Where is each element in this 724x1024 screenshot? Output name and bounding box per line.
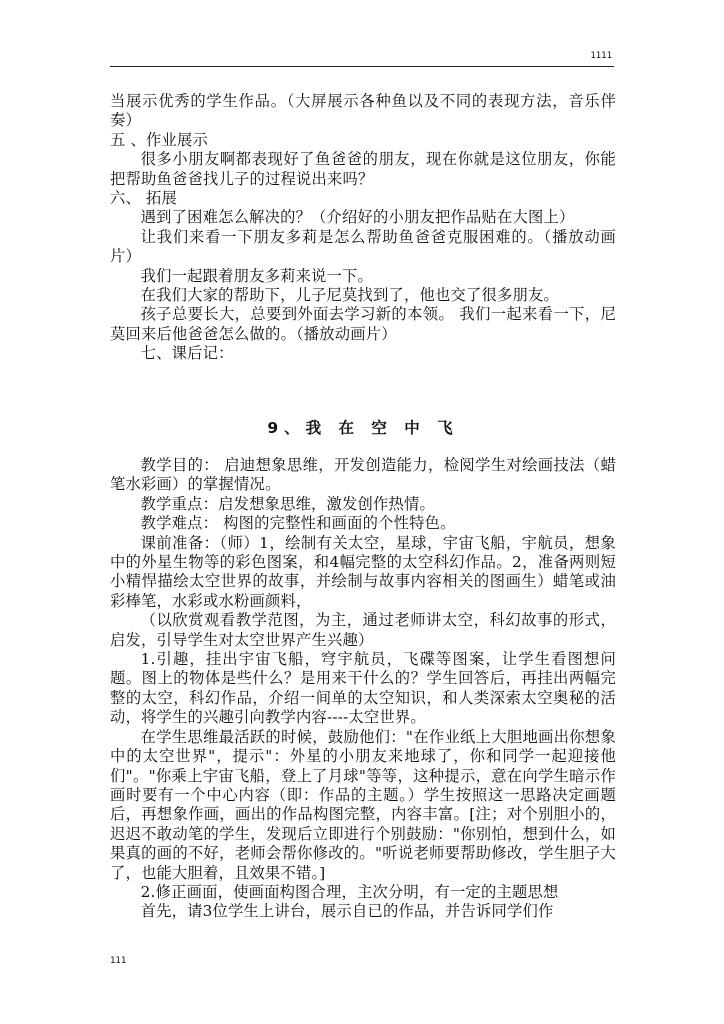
paragraph: （以欣赏观看教学范图，为主，通过老师讲太空，科幻故事的形式，启发，引导学生对太空世界产生兴趣） (110, 611, 616, 649)
heading-five: 五 、作业展示 (110, 130, 209, 149)
paragraph: 1.引趣，挂出宇宙飞船，穹宇航员，飞碟等图案，让学生看图想问题。图上的物体是些什么？是用来干什么的？学生回答后，再挂出两幅完整的太空，科幻作品，介绍一间单的太空知识，和人类深索太空奥秘的活动，将学生的兴趣引向教学内容----太空世界。 (110, 650, 616, 727)
paragraph: 我们一起跟着朋友多莉来说一下。 (140, 266, 374, 285)
teaching-focus: 教学重点：启发想象思维，激发创作热情。 (140, 494, 436, 513)
footer-page-number: 111 (110, 956, 127, 966)
teaching-goal: 教学目的： 启迪想象思维，开发创造能力，检阅学生对绘画技法（蜡笔水彩画）的掌握情况。 (110, 456, 616, 494)
paragraph: 当展示优秀的学生作品。（大屏展示各种鱼以及不同的表现方法，音乐伴奏） (110, 92, 616, 130)
paragraph: 让我们来看一下朋友多莉是怎么帮助鱼爸爸克服困难的。（播放动画片） (110, 227, 616, 266)
preparation: 课前准备：（师）1，绘制有关太空，星球，宇宙飞船，宇航员，想象中的外星生物等的彩色图案，和4幅完整的太空科幻作品。2，准备两则短小精悍描绘太空世界的故事，并绘制与故事内容相关的图画生）蜡笔或油彩棒笔，水彩或水粉画颜料， (110, 533, 616, 610)
section-title: 9、我 在 空 中 飞 (267, 419, 459, 437)
teaching-difficulty: 教学难点： 构图的完整性和画面的个性特色。 (140, 514, 456, 533)
paragraph: 首先，请3位学生上讲台，展示自已的作品，并告诉同学们作 (140, 902, 554, 921)
paragraph: 孩子总要长大，总要到外面去学习新的本领。 我们一起来看一下，尼莫回来后他爸爸怎么做的。（播放动画片） (110, 305, 616, 343)
heading-six: 六、 拓展 (110, 189, 178, 208)
heading-seven: 七、课后记： (140, 344, 234, 363)
lesson-section (110, 456, 616, 922)
paragraph: 很多小朋友啊都表现好了鱼爸爸的朋友，现在你就是这位朋友，你能把帮助鱼爸爸找儿子的过程说出来吗？ (110, 150, 616, 188)
header-rule (110, 66, 614, 67)
header-page-number: 1111 (590, 51, 612, 61)
paragraph: 在我们大家的帮助下，儿子尼莫找到了，他也交了很多朋友。 (140, 286, 560, 305)
paragraph: 在学生思维最活跃的时候，鼓励他们："在作业纸上大胆地画出你想象中的太空世界"，提示"：外星的小朋友来地球了，你和同学一起迎接他们"。"你乘上宇宙飞船，登上了月球"等等，这种提示，意在向学生暗示作画时要有一个中心内容（即：作品的主题。）学生按照这一思路决定画题后，再想象作画，画出的作品构图完整，内容丰富。[注；对个别胆小的，迟迟不敢动笔的学生，发现后立即进行个别鼓励："你别怕，想到什么，如果真的画的不好，老师会帮你修改的。"听说老师要帮助修改，学生胆子大了，也能大胆着，且效果不错。] (110, 727, 616, 882)
paragraph: 2.修正画面，使画面构图合理，主次分明，有一定的主题思想 (140, 882, 559, 901)
paragraph: 遇到了困难怎么解决的？（介绍好的小朋友把作品贴在大图上） (140, 208, 575, 227)
top-section (110, 92, 616, 364)
